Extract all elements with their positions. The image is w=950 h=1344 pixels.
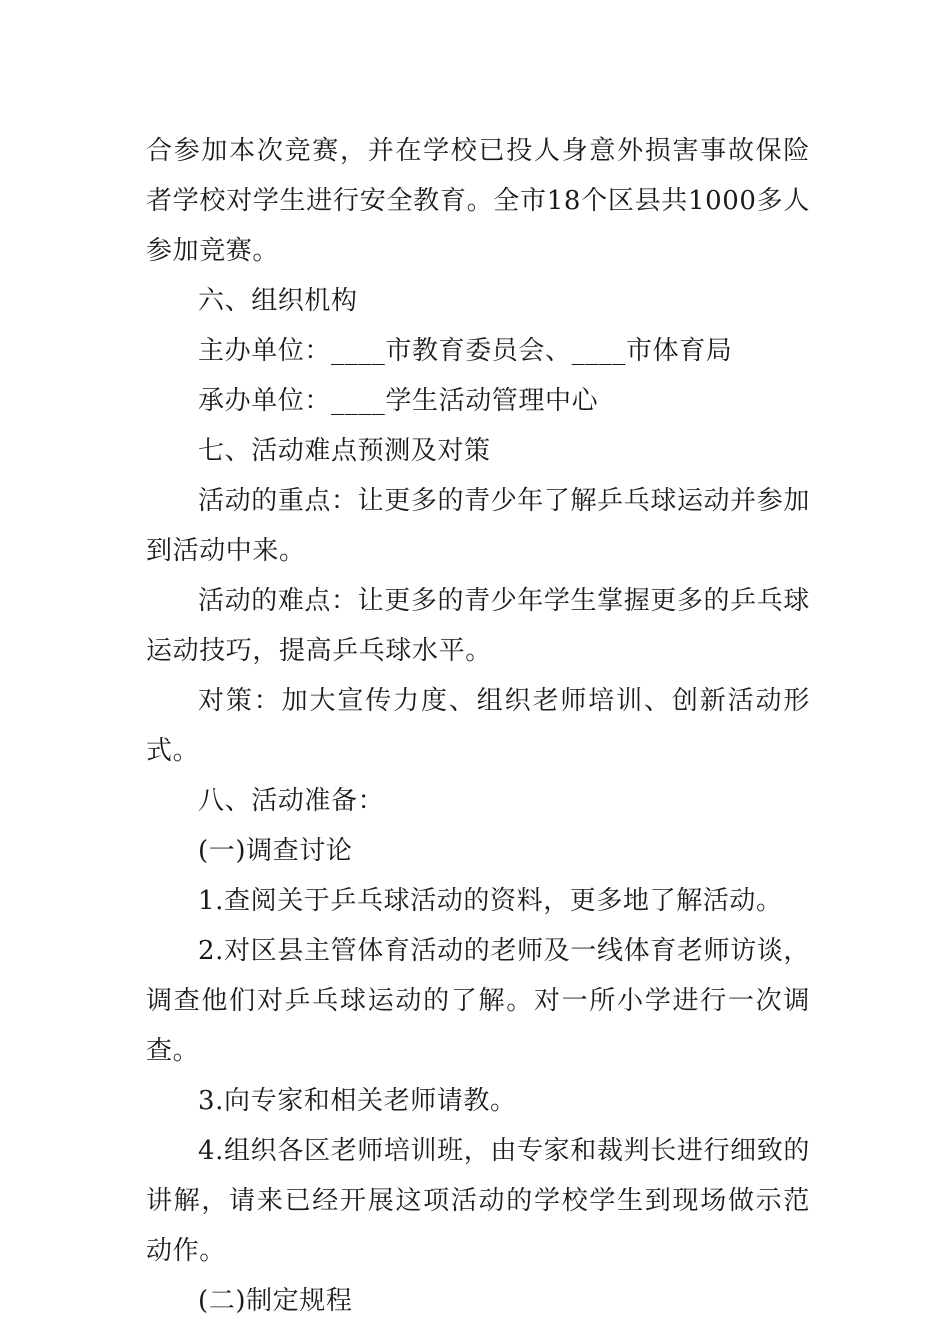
subheading-survey: (一)调查讨论 <box>198 836 353 866</box>
paragraph-host: 主办单位：____市教育委员会、____市体育局 <box>198 336 733 366</box>
list-item-1: 1.查阅关于乒乓球活动的资料，更多地了解活动。 <box>198 886 783 916</box>
paragraph-key-points: 活动的重点：让更多的青少年了解乒乓球运动并参加到活动中来。 <box>146 486 810 566</box>
paragraph-difficulty: 活动的难点：让更多的青少年学生掌握更多的乒乓球运动技巧，提高乒乓球水平。 <box>146 586 810 666</box>
list-item-2: 2.对区县主管体育活动的老师及一线体育老师访谈，调查他们对乒乓球运动的了解。对一所小学进行一次调查。 <box>146 936 810 1066</box>
section-heading-organization: 六、组织机构 <box>198 286 358 316</box>
section-heading-difficulties: 七、活动难点预测及对策 <box>198 436 491 466</box>
document-body <box>146 126 810 1326</box>
subheading-rules: (二)制定规程 <box>198 1286 353 1316</box>
paragraph-organizer: 承办单位：____学生活动管理中心 <box>198 386 599 416</box>
paragraph-intro-continuation: 合参加本次竞赛，并在学校已投人身意外损害事故保险者学校对学生进行安全教育。全市18个区县共1000多人参加竞赛。 <box>146 136 810 266</box>
list-item-3: 3.向专家和相关老师请教。 <box>198 1086 517 1116</box>
paragraph-countermeasures: 对策：加大宣传力度、组织老师培训、创新活动形式。 <box>146 686 810 766</box>
list-item-4: 4.组织各区老师培训班，由专家和裁判长进行细致的讲解，请来已经开展这项活动的学校学生到现场做示范动作。 <box>146 1136 810 1266</box>
section-heading-preparation: 八、活动准备： <box>198 786 385 816</box>
